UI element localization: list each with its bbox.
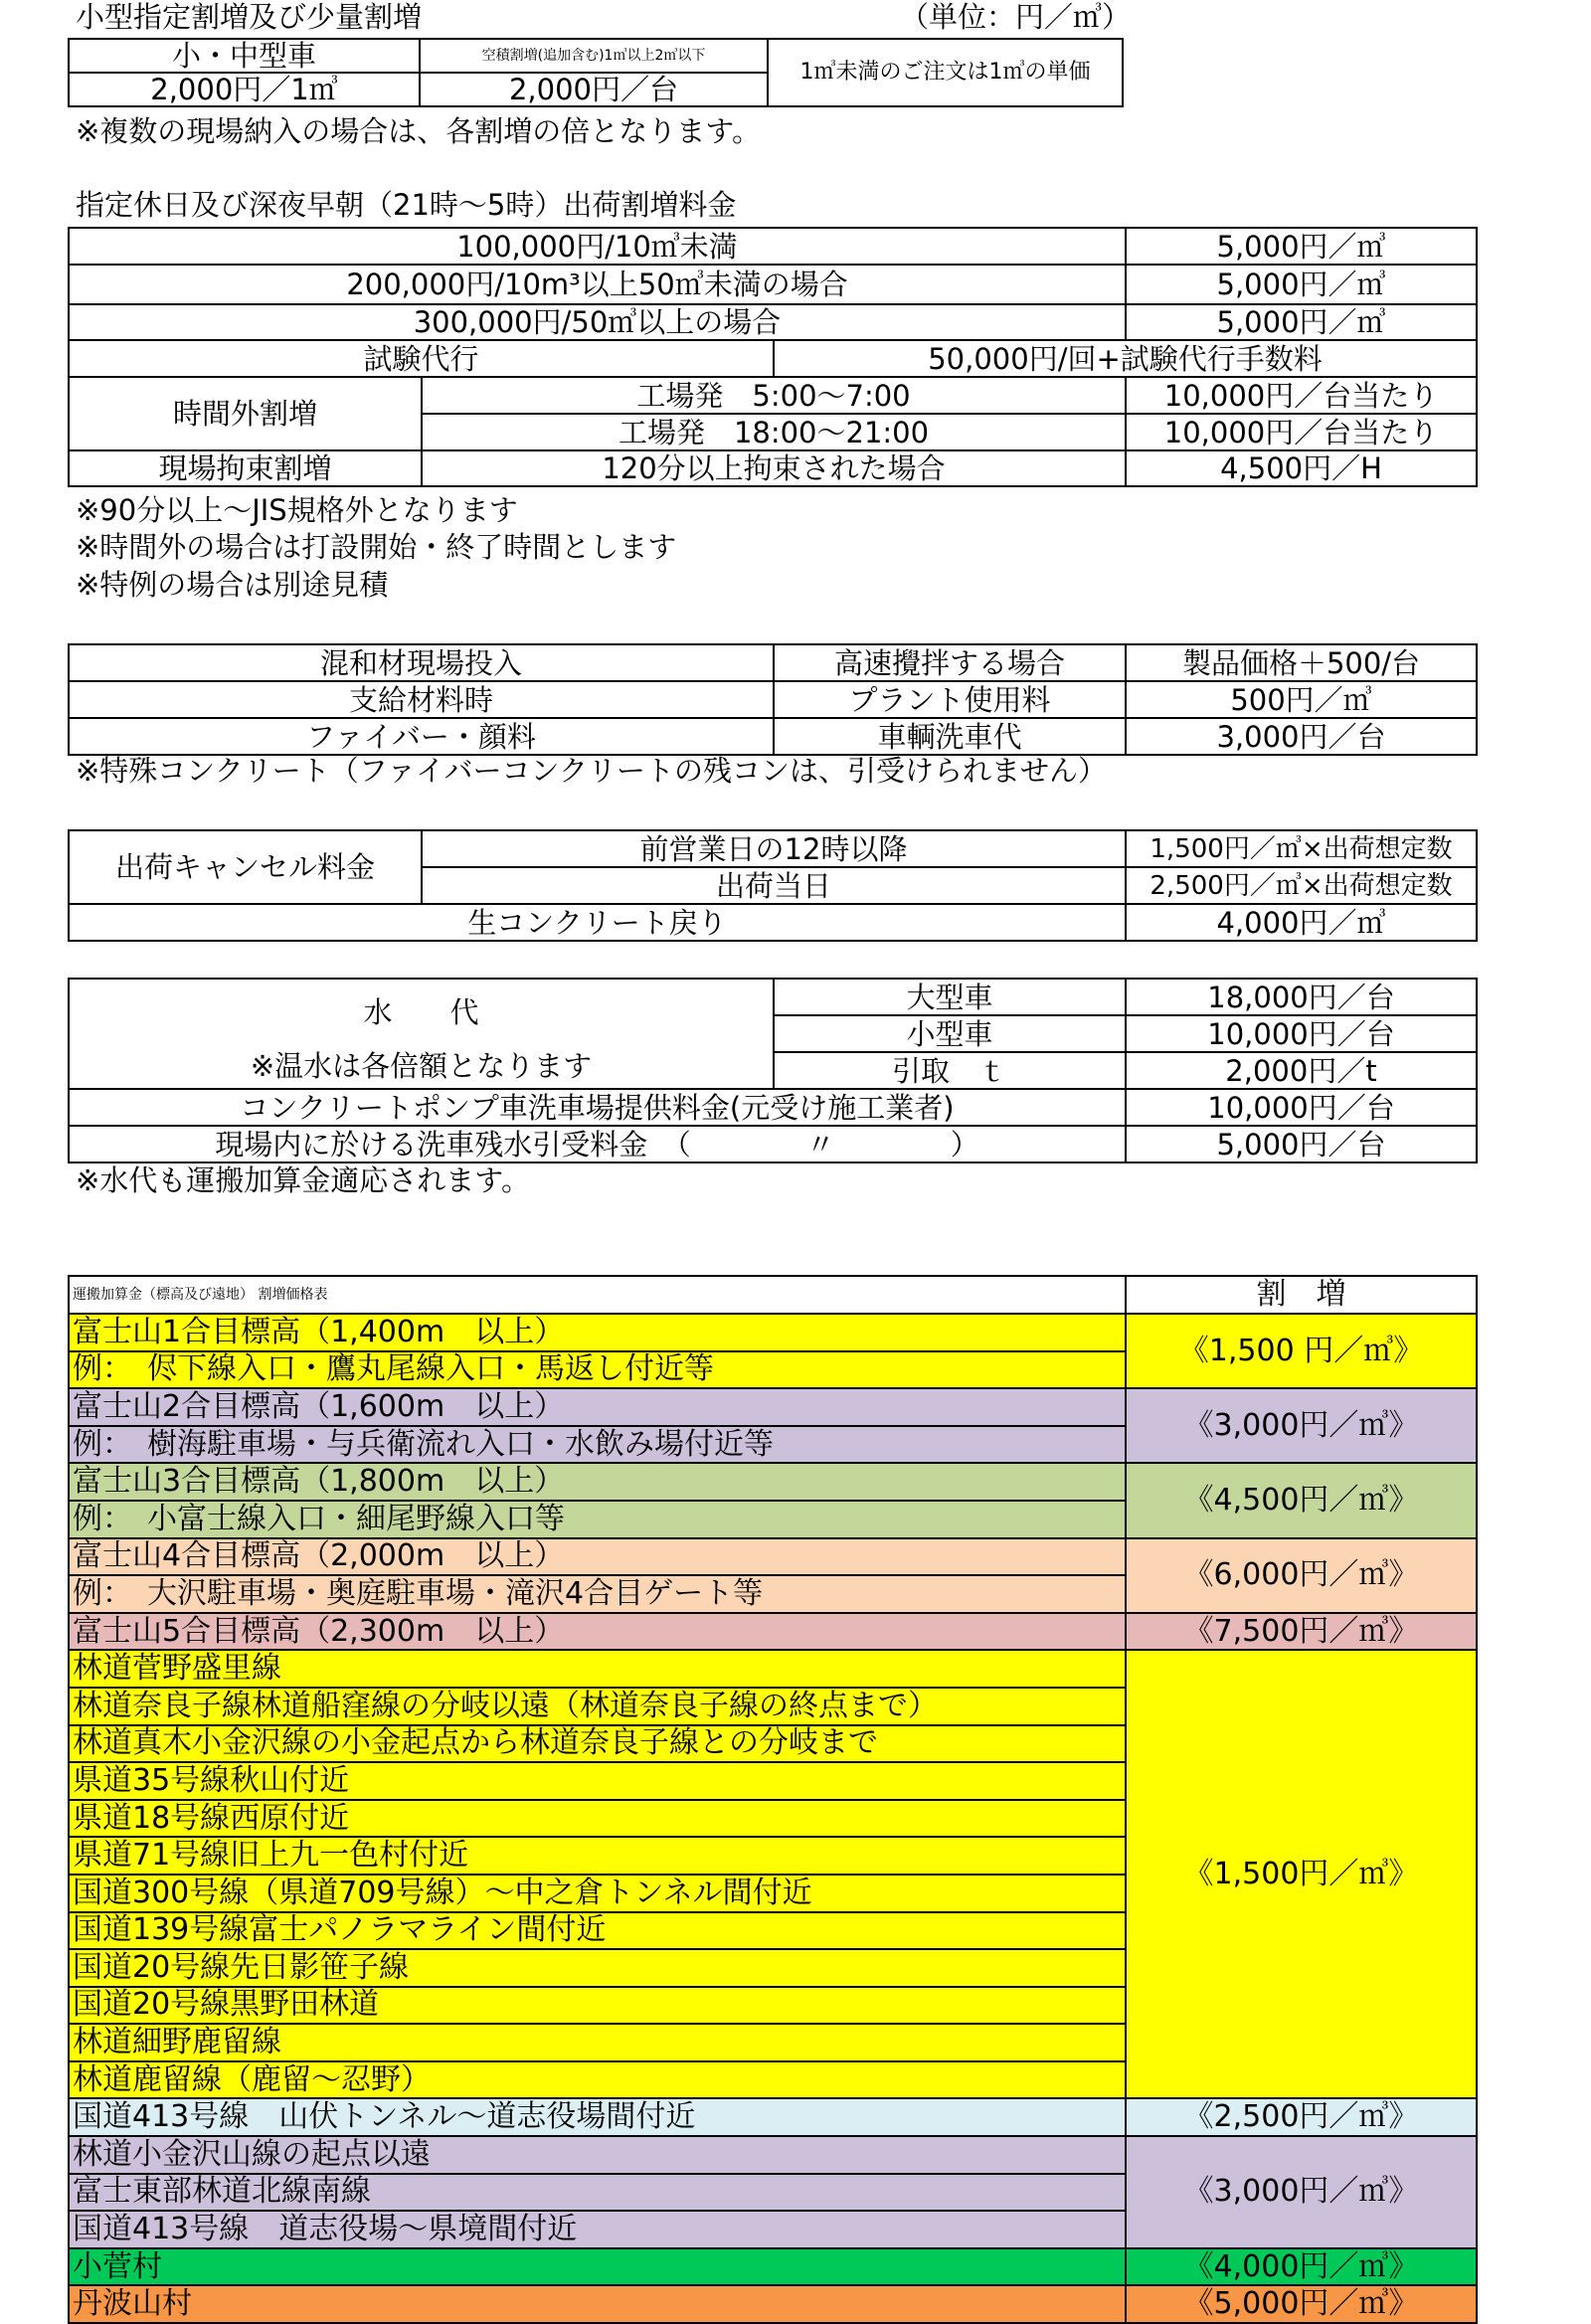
transport-row [69, 1388, 1477, 1426]
transport-row [69, 2098, 1477, 2136]
under-one-m3-note: 1㎥未満のご注文は1㎥の単価 [768, 39, 1123, 106]
holiday-row-value: 5,000円／㎥ [1126, 304, 1477, 340]
multi-site-note: ※複数の現場納入の場合は、各割増の倍となります。 [76, 114, 761, 148]
transport-location: 富士山5合目標高（2,300m 以上） [69, 1613, 1126, 1651]
admixture-item: ファイバー・顔料 [69, 718, 774, 755]
vehicle-size-label: 小・中型車 [69, 39, 420, 73]
admixture-price: 500円／㎥ [1126, 681, 1477, 718]
empty-load-value: 2,000円／台 [420, 73, 768, 106]
holiday-table [68, 227, 1478, 487]
transport-location: 林道菅野盛里線 [69, 1650, 1126, 1688]
transport-location: 例： 侭下線入口・鷹丸尾線入口・馬返し付近等 [69, 1351, 1126, 1389]
water-vehicle-price: 10,000円／台 [1126, 1015, 1477, 1052]
transport-price: 《3,000円／㎥》 [1126, 2136, 1477, 2248]
overtime-label: 時間外割増 [69, 377, 422, 450]
water-vehicle-type: 小型車 [774, 1015, 1126, 1052]
wash-water-value: 5,000円／台 [1126, 1126, 1477, 1162]
admixture-condition: 高速攪拌する場合 [774, 644, 1126, 681]
site-restraint-desc: 120分以上拘束された場合 [422, 450, 1126, 486]
transport-location: 県道35号線秋山付近 [69, 1762, 1126, 1800]
test-proxy-value: 50,000円/回+試験代行手数料 [774, 340, 1477, 377]
transport-location: 富士東部林道北線南線 [69, 2174, 1126, 2212]
concrete-return-value: 4,000円／㎥ [1126, 904, 1477, 941]
unit-label: （単位：円／㎥） [900, 0, 1132, 34]
transport-location: 林道奈良子線林道船窪線の分岐以遠（林道奈良子線の終点まで） [69, 1688, 1126, 1725]
water-fee-label: 水 代 [363, 995, 479, 1029]
admixture-price: 3,000円／台 [1126, 718, 1477, 755]
pump-wash-label: コンクリートポンプ車洗車場提供料金(元受け施工業者) [69, 1089, 1126, 1126]
transport-price: 《6,000円／㎥》 [1126, 1538, 1477, 1613]
water-vehicle-type: 大型車 [774, 979, 1126, 1015]
transport-location: 林道細野鹿留線 [69, 2024, 1126, 2061]
holiday-note: ※時間外の場合は打設開始・終了時間とします [76, 530, 677, 564]
transport-row [69, 1650, 1477, 1688]
transport-location: 富士山1合目標高（1,400m 以上） [69, 1314, 1126, 1351]
transport-header-value: 割 増 [1126, 1276, 1477, 1314]
transport-row [69, 1463, 1477, 1501]
transport-location: 富士山3合目標高（1,800m 以上） [69, 1463, 1126, 1501]
overtime-row-value: 10,000円／台当たり [1126, 414, 1477, 450]
water-note: ※水代も運搬加算金適応されます。 [76, 1163, 530, 1197]
hot-water-note: ※温水は各倍額となります [250, 1049, 593, 1083]
transport-header-label: 運搬加算金（標高及び遠地） 割増価格表 [69, 1276, 1126, 1314]
transport-surcharge-table [68, 1275, 1478, 2324]
holiday-note: ※特例の場合は別途見積 [76, 568, 389, 602]
transport-location: 林道真木小金沢線の小金起点から林道奈良子線との分岐まで [69, 1725, 1126, 1763]
transport-location: 県道71号線旧上九一色村付近 [69, 1837, 1126, 1875]
cancel-row-label: 出荷当日 [422, 867, 1126, 904]
transport-price: 《4,000円／㎥》 [1126, 2248, 1477, 2286]
water-fee-cell [69, 979, 774, 1089]
cancel-row-label: 前営業日の12時以降 [422, 830, 1126, 867]
vehicle-size-value: 2,000円／1㎥ [69, 73, 420, 106]
admixture-condition: 車輌洗車代 [774, 718, 1126, 755]
holiday-note: ※90分以上～JIS規格外となります [76, 493, 518, 527]
holiday-row-label: 300,000円/50㎥以上の場合 [69, 304, 1126, 340]
admixture-price: 製品価格＋500/台 [1126, 644, 1477, 681]
holiday-row-value: 5,000円／㎥ [1126, 265, 1477, 304]
transport-location: 国道139号線富士パノラマライン間付近 [69, 1912, 1126, 1950]
holiday-row-value: 5,000円／㎥ [1126, 228, 1477, 265]
admixture-item: 支給材料時 [69, 681, 774, 718]
transport-price: 《3,000円／㎥》 [1126, 1388, 1477, 1463]
transport-price: 《7,500円／㎥》 [1126, 1613, 1477, 1651]
transport-row [69, 1538, 1477, 1576]
holiday-row-label: 100,000円/10㎥未満 [69, 228, 1126, 265]
transport-price: 《4,500円／㎥》 [1126, 1463, 1477, 1537]
transport-location: 丹波山村 [69, 2285, 1126, 2323]
site-restraint-value: 4,500円／H [1126, 450, 1477, 486]
transport-price: 《5,000円／㎥》 [1126, 2285, 1477, 2323]
overtime-row-label: 工場発 18:00～21:00 [422, 414, 1126, 450]
cancel-row-value: 2,500円／㎥×出荷想定数 [1126, 867, 1477, 904]
transport-location: 林道小金沢山線の起点以遠 [69, 2136, 1126, 2174]
water-vehicle-type: 引取 ｔ [774, 1052, 1126, 1089]
holiday-row-label: 200,000円/10m³以上50㎥未満の場合 [69, 265, 1126, 304]
transport-location: 国道300号線（県道709号線）～中之倉トンネル間付近 [69, 1875, 1126, 1912]
transport-location: 富士山2合目標高（1,600m 以上） [69, 1388, 1126, 1426]
transport-location: 例： 樹海駐車場・与兵衛流れ入口・水飲み場付近等 [69, 1426, 1126, 1464]
admixture-item: 混和材現場投入 [69, 644, 774, 681]
transport-row [69, 1314, 1477, 1351]
transport-location: 国道413号線 道志役場～県境間付近 [69, 2211, 1126, 2248]
transport-location: 国道20号線黒野田林道 [69, 1987, 1126, 2025]
cancel-table [68, 829, 1478, 942]
water-vehicle-price: 18,000円／台 [1126, 979, 1477, 1015]
cancel-label: 出荷キャンセル料金 [69, 830, 422, 904]
holiday-title: 指定休日及び深夜早朝（21時～5時）出荷割増料金 [76, 188, 737, 222]
overtime-row-label: 工場発 5:00～7:00 [422, 377, 1126, 414]
transport-row [69, 2285, 1477, 2323]
transport-location: 小菅村 [69, 2248, 1126, 2286]
transport-location: 林道鹿留線（鹿留～忍野） [69, 2061, 1126, 2099]
transport-location: 例： 小富士線入口・細尾野線入口等 [69, 1501, 1126, 1538]
transport-price: 《2,500円／㎥》 [1126, 2098, 1477, 2136]
small-surcharge-table [68, 38, 1124, 107]
cancel-row-value: 1,500円／㎥×出荷想定数 [1126, 830, 1477, 867]
transport-location: 県道18号線西原付近 [69, 1800, 1126, 1838]
water-table [68, 978, 1478, 1163]
transport-price: 《1,500 円／㎥》 [1126, 1314, 1477, 1388]
small-surcharge-title: 小型指定割増及び少量割増 [76, 0, 423, 34]
site-restraint-label: 現場拘束割増 [69, 450, 422, 486]
transport-location: 国道20号線先日影笹子線 [69, 1949, 1126, 1987]
transport-row [69, 1613, 1477, 1651]
transport-row [69, 2136, 1477, 2174]
concrete-return-label: 生コンクリート戻り [69, 904, 1126, 941]
transport-price: 《1,500円／㎥》 [1126, 1650, 1477, 2098]
transport-row [69, 2248, 1477, 2286]
overtime-row-value: 10,000円／台当たり [1126, 377, 1477, 414]
transport-location: 国道413号線 山伏トンネル～道志役場間付近 [69, 2098, 1126, 2136]
transport-location: 例： 大沢駐車場・奥庭駐車場・滝沢4合目ゲート等 [69, 1575, 1126, 1613]
test-proxy-label: 試験代行 [69, 340, 774, 377]
admixture-table [68, 643, 1478, 756]
transport-location: 富士山4合目標高（2,000m 以上） [69, 1538, 1126, 1576]
special-concrete-note: ※特殊コンクリート（ファイバーコンクリートの残コンは、引受けられません） [76, 754, 1107, 788]
admixture-condition: プラント使用料 [774, 681, 1126, 718]
empty-load-label: 空積割増(追加含む)1㎥以上2㎥以下 [420, 39, 768, 73]
wash-water-label: 現場内に於ける洗車残水引受料金 （ 〃 ） [69, 1126, 1126, 1162]
water-vehicle-price: 2,000円／t [1126, 1052, 1477, 1089]
pump-wash-value: 10,000円／台 [1126, 1089, 1477, 1126]
